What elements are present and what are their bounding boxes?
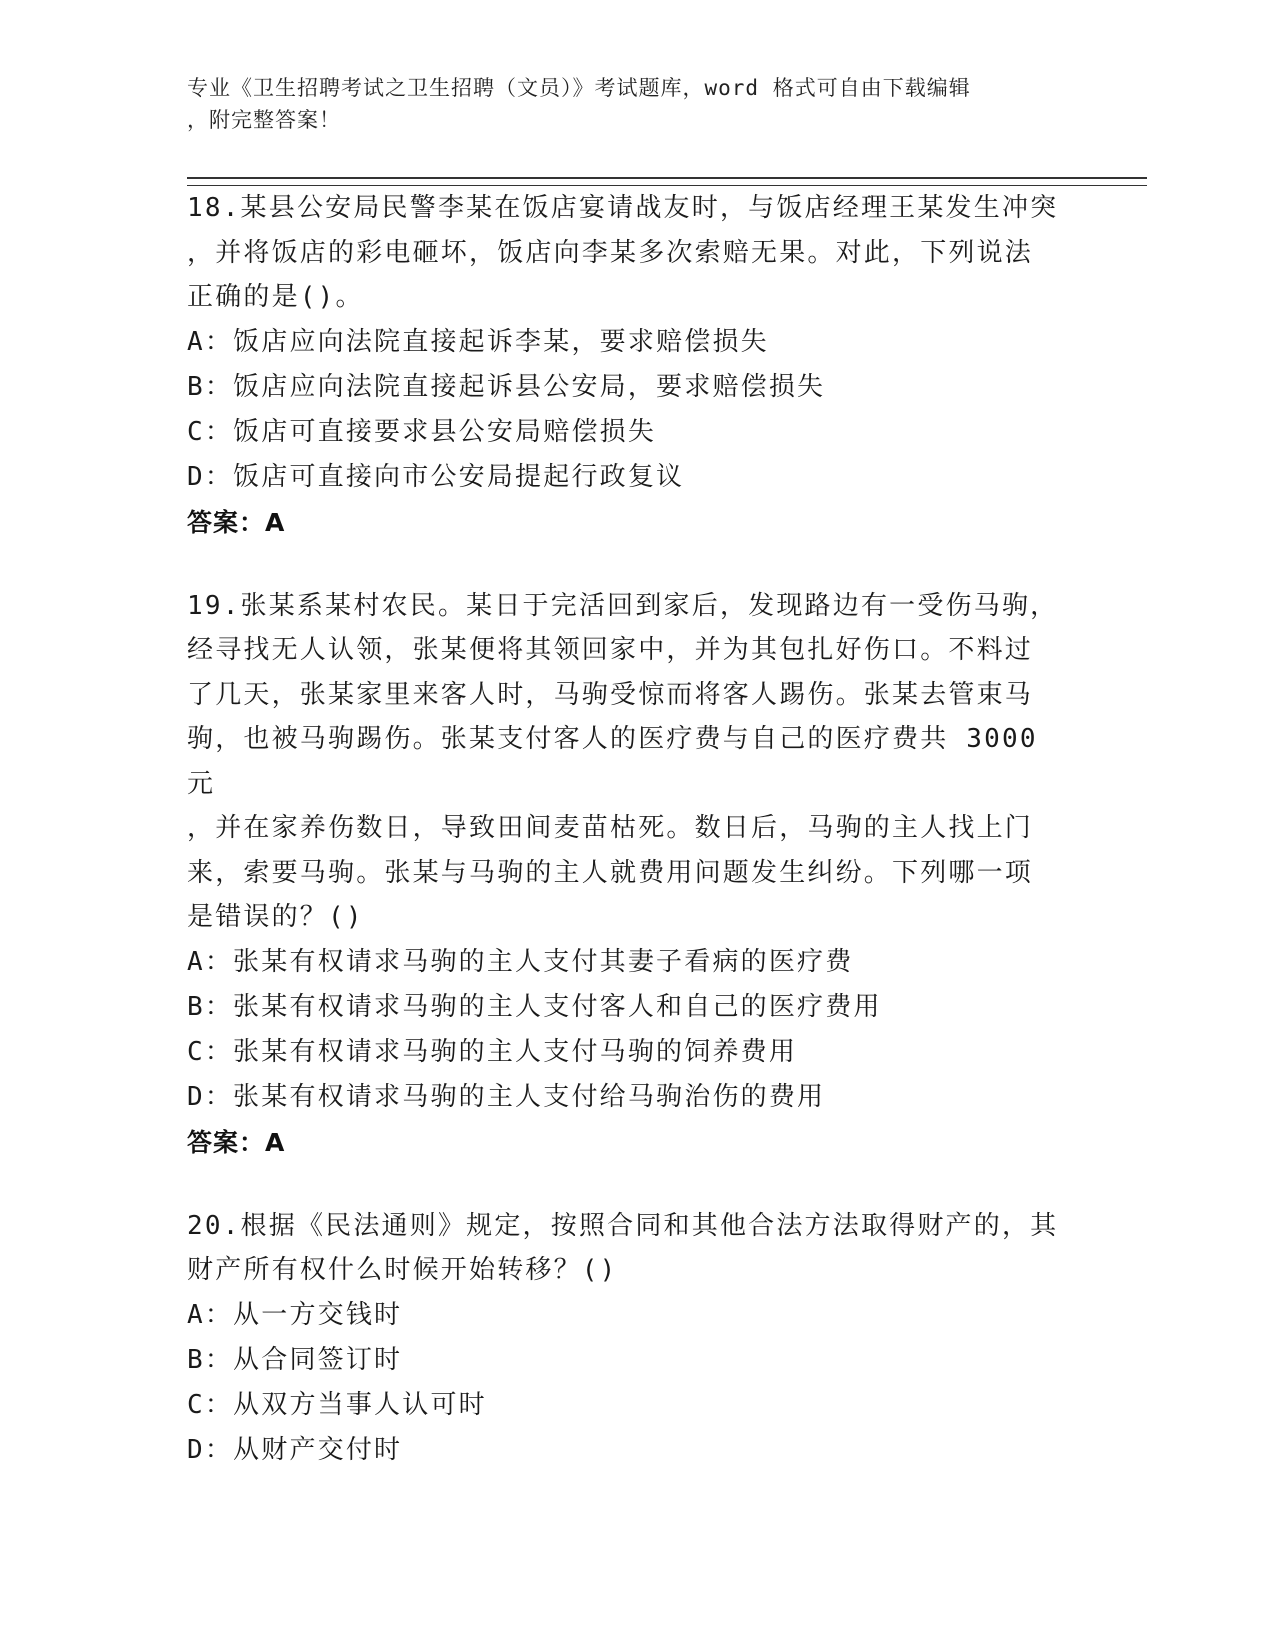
option-a: A：饭店应向法院直接起诉李某，要求赔偿损失	[187, 326, 769, 357]
option-b: B：饭店应向法院直接起诉县公安局，要求赔偿损失	[187, 371, 826, 402]
question-20	[187, 1204, 1067, 1473]
question-19	[187, 584, 1067, 1166]
option-b: B：张某有权请求马驹的主人支付客人和自己的医疗费用	[187, 991, 882, 1022]
answer-label: 答案：A	[187, 1127, 286, 1157]
question-stem-line: 了几天，张某家里来客人时，马驹受惊而将客人踢伤。张某去管束马	[187, 679, 1034, 710]
answer-label: 答案：A	[187, 507, 286, 537]
option-a: A：张某有权请求马驹的主人支付其妻子看病的医疗费	[187, 946, 854, 977]
header-line-1: 专业《卫生招聘考试之卫生招聘（文员）》考试题库，word 格式可自由下载编辑	[187, 76, 971, 100]
question-stem-line: ，并将饭店的彩电砸坏，饭店向李某多次索赔无果。对此，下列说法	[187, 237, 1034, 268]
question-stem-line: 财产所有权什么时候开始转移？()	[187, 1255, 618, 1285]
question-stem-line: 18.某县公安局民警李某在饭店宴请战友时，与饭店经理王某发生冲突	[187, 193, 1059, 223]
option-c: C：饭店可直接要求县公安局赔偿损失	[187, 416, 657, 447]
question-stem-line: 来，索要马驹。张某与马驹的主人就费用问题发生纠纷。下列哪一项	[187, 857, 1034, 888]
question-stem-line: ，并在家养伤数日，导致田间麦苗枯死。数日后，马驹的主人找上门	[187, 813, 1034, 843]
question-stem-line: 20.根据《民法通则》规定，按照合同和其他合法方法取得财产的，其	[187, 1210, 1059, 1241]
option-c: C：从双方当事人认可时	[187, 1389, 487, 1420]
document-header	[187, 72, 1067, 136]
question-18	[187, 186, 1067, 546]
question-stem-line: 正确的是()。	[187, 282, 364, 312]
question-list	[187, 186, 1067, 1511]
option-d: D：从财产交付时	[187, 1434, 403, 1465]
option-d: D：饭店可直接向市公安局提起行政复议	[187, 461, 685, 492]
option-c: C：张某有权请求马驹的主人支付马驹的饲养费用	[187, 1036, 798, 1067]
option-a: A：从一方交钱时	[187, 1299, 403, 1330]
header-divider	[187, 177, 1147, 186]
question-stem-line: 驹，也被马驹踢伤。张某支付客人的医疗费与自己的医疗费共 3000 元	[187, 724, 1038, 799]
question-stem-line: 19.张某系某村农民。某日于完活回到家后，发现路边有一受伤马驹，	[187, 590, 1059, 621]
option-d: D：张某有权请求马驹的主人支付给马驹治伤的费用	[187, 1081, 826, 1112]
question-stem-line: 经寻找无人认领，张某便将其领回家中，并为其包扎好伤口。不料过	[187, 635, 1034, 665]
header-line-2: ，附完整答案！	[187, 108, 341, 132]
option-b: B：从合同签订时	[187, 1344, 403, 1375]
question-stem-line: 是错误的？()	[187, 902, 364, 932]
